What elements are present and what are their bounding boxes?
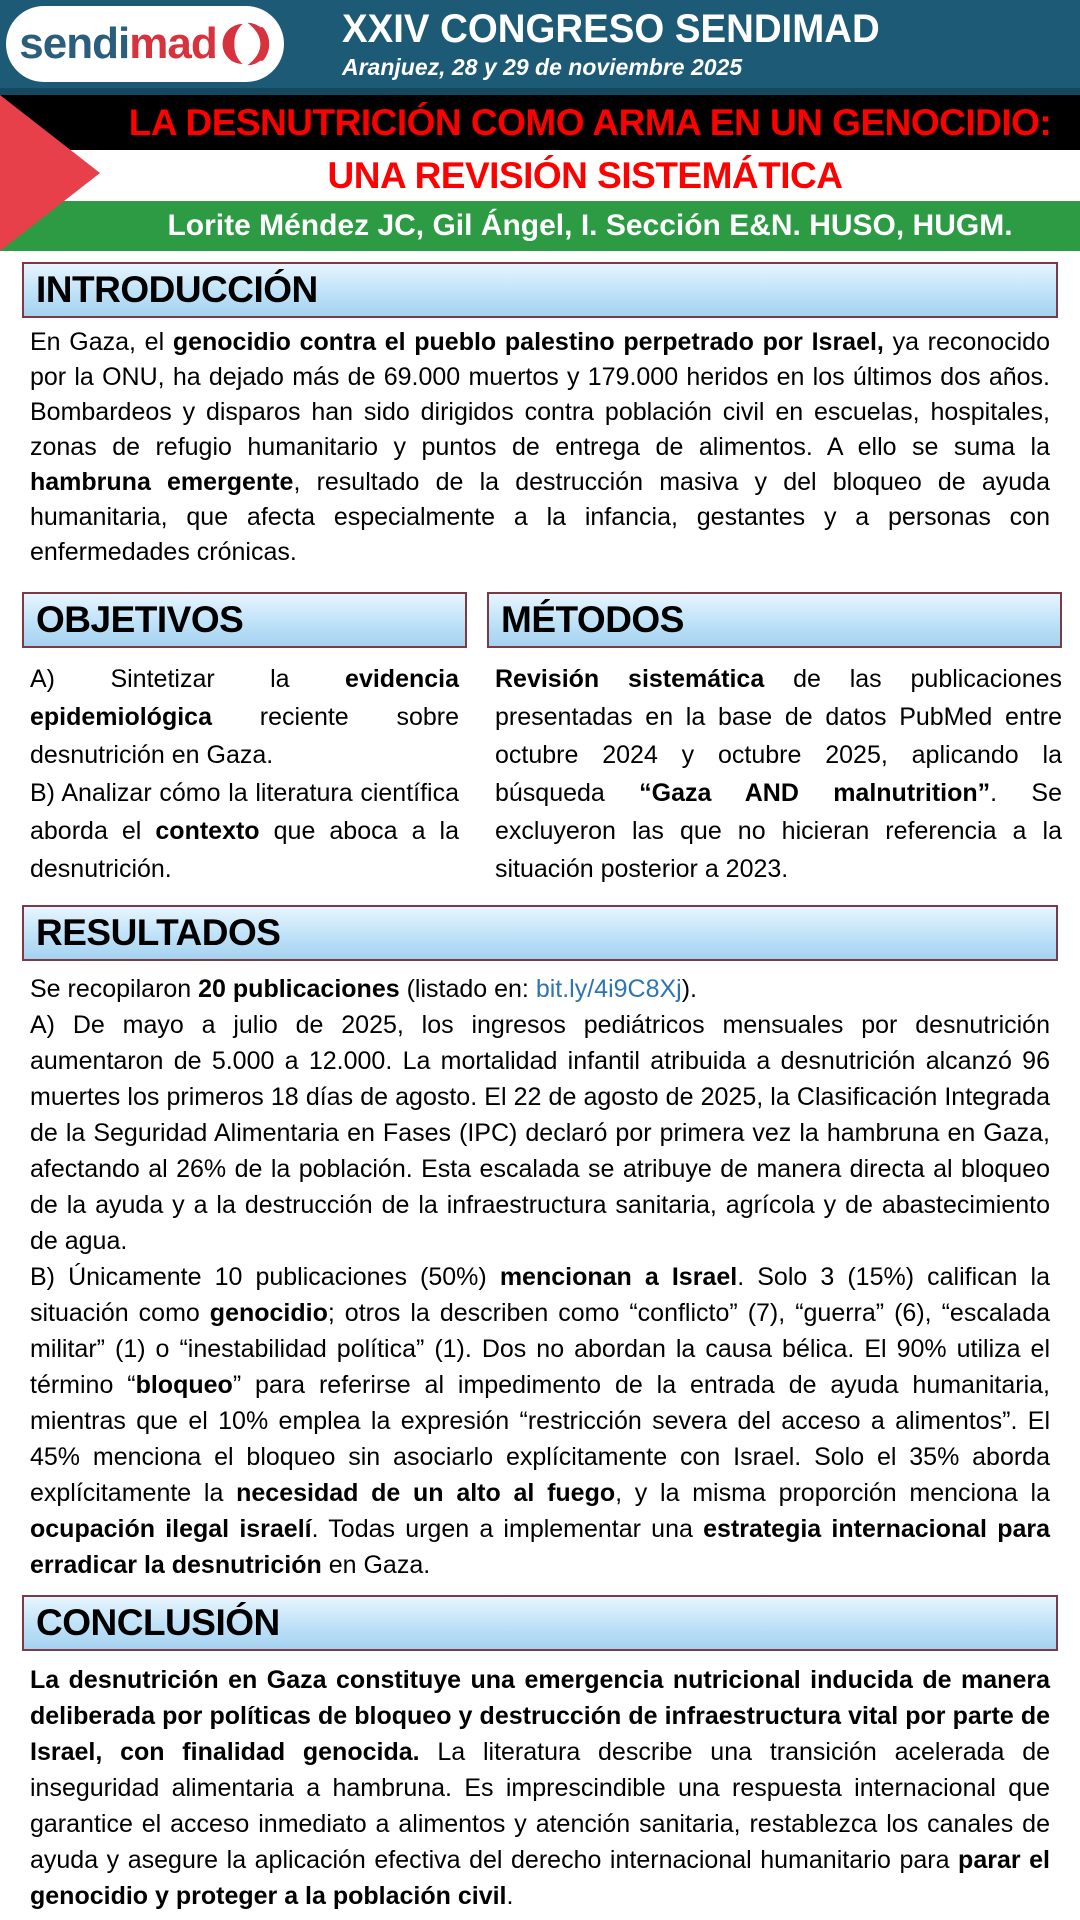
bold-text: “Gaza AND malnutrition” <box>639 779 991 807</box>
results-bitly-link[interactable]: bit.ly/4i9C8Xj <box>535 975 682 1003</box>
bold-text: mencionan a Israel <box>499 1263 738 1291</box>
objetivos-metodos-columns <box>0 592 1080 888</box>
text: , resultado de la destrucción masiva y del bloqueo de ayuda humanitaria, que afecta especialmente a la infancia, gestantes y a personas con enfermedades crónicas. <box>30 468 1050 566</box>
bold-text: 20 publicaciones <box>198 975 400 1003</box>
resultados-paragraph-b <box>30 1259 1050 1583</box>
text: ; otros la describen como “conflicto” (7), “guerra” (6), “escalada militar” (1) o “inestabilidad política” (1). Dos no abordan la causa bélica. El 90% utiliza el término “ <box>30 1299 1050 1399</box>
text: La literatura describe una transición acelerada de inseguridad alimentaria a hambruna. Es imprescindible una respuesta internacional que garantice el acceso inmediato a alimentos y atención sanitaria, restablezca los canales de ayuda y asegure la aplicación efectiva del derecho internacional humanitario para <box>30 1738 1050 1874</box>
section-title-resultados: RESULTADOS <box>36 912 281 953</box>
section-title-conclusion: CONCLUSIÓN <box>36 1602 280 1643</box>
section-header-conclusion <box>22 1595 1058 1651</box>
flag-white-band <box>0 150 1080 201</box>
introduccion-paragraph <box>30 325 1050 570</box>
poster-title-line1: LA DESNUTRICIÓN COMO ARMA EN UN GENOCIDIO: <box>128 101 1052 143</box>
bold-text: Revisión sistemática <box>495 665 765 693</box>
text: que aboca a la desnutrición. <box>30 817 459 883</box>
section-title-introduccion: INTRODUCCIÓN <box>36 269 318 310</box>
objetivos-paragraph-b <box>30 774 459 888</box>
text: . Se excluyeron las que no hicieran referencia a la situación posterior a 2023. <box>495 779 1062 883</box>
bold-text: hambruna emergente <box>30 468 294 496</box>
section-header-objetivos <box>22 592 467 648</box>
objetivos-column <box>0 592 467 888</box>
bold-text: parar el genocidio y proteger a la población civil <box>30 1846 1050 1910</box>
text: (listado en: <box>399 975 536 1003</box>
palestine-flag-banner <box>0 95 1080 251</box>
flag-black-band <box>0 95 1080 150</box>
resultados-paragraph-a <box>30 1007 1050 1259</box>
bold-text: estrategia internacional para erradicar la desnutrición <box>30 1515 1050 1579</box>
text: reciente sobre desnutrición en Gaza. <box>30 703 459 769</box>
bold-text: ocupación ilegal israelí <box>30 1515 312 1543</box>
text: . Todas urgen a implementar una <box>311 1515 704 1543</box>
bold-text: contexto <box>155 817 260 845</box>
flag-green-band <box>0 201 1080 251</box>
poster-title-line2: UNA REVISIÓN SISTEMÁTICA <box>327 154 843 196</box>
text: . <box>506 1882 514 1910</box>
resultados-intro-line <box>30 971 1050 1007</box>
text: En Gaza, el <box>30 328 173 356</box>
bold-text: necesidad de un alto al fuego <box>236 1479 616 1507</box>
sendimad-logo <box>6 6 284 82</box>
logo-text-sendi: sendi <box>19 19 130 68</box>
text: en Gaza. <box>321 1551 431 1579</box>
section-header-introduccion <box>22 262 1058 318</box>
text: de las publicaciones presentadas en la base de datos PubMed entre octubre 2024 y octubre 2025, aplicando la búsqueda <box>495 665 1062 807</box>
text: B) Analizar cómo la literatura científica aborda el <box>30 779 459 845</box>
congress-subtitle: Aranjuez, 28 y 29 de noviembre 2025 <box>342 54 743 81</box>
text: A) Sintetizar la <box>30 665 346 693</box>
text: ). <box>681 975 697 1003</box>
congress-title: XXIV CONGRESO SENDIMAD <box>342 7 880 52</box>
text: B) Únicamente 10 publicaciones (50%) <box>30 1263 500 1291</box>
conclusion-paragraph <box>30 1662 1050 1914</box>
sendimad-logo-text <box>19 19 216 69</box>
bold-text: evidencia epidemiológica <box>30 665 459 731</box>
text: ” para referirse al impedimento de la entrada de ayuda humanitaria, mientras que el 10% emplea la expresión “restricción severa del acceso a alimentos”. El 45% menciona el bloqueo sin asociarlo explícitamente con Israel. Solo el 35% aborda explícitamente la <box>30 1371 1050 1507</box>
section-title-metodos: MÉTODOS <box>501 599 684 640</box>
section-header-metodos <box>487 592 1062 648</box>
bold-text: genocidio <box>209 1299 328 1327</box>
bold-text: La desnutrición en Gaza constituye una emergencia nutricional inducida de manera deliberada por políticas de bloqueo y destrucción de infraestructura vital por parte de Israel, con finalidad genocida. <box>30 1666 1050 1766</box>
section-header-resultados <box>22 905 1058 961</box>
metodos-column <box>487 592 1080 888</box>
congress-header <box>0 0 1080 95</box>
bold-text: genocidio contra el pueblo palestino perpetrado por Israel, <box>172 328 884 356</box>
objetivos-paragraph-a <box>30 660 459 774</box>
logo-text-mad: mad <box>129 19 217 68</box>
metodos-paragraph <box>495 660 1062 888</box>
header-titles <box>342 7 902 80</box>
section-title-objetivos: OBJETIVOS <box>36 599 244 640</box>
text: . Solo 3 (15%) califican la situación como <box>30 1263 1050 1327</box>
text: Se recopilaron <box>30 975 199 1003</box>
poster-authors: Lorite Méndez JC, Gil Ángel, I. Sección E&N. HUSO, HUGM. <box>167 209 1013 242</box>
sendimad-flame-icon <box>219 18 271 70</box>
text: A) De mayo a julio de 2025, los ingresos pediátricos mensuales por desnutrición aumentaron de 5.000 a 12.000. La mortalidad infantil atribuida a desnutrición alcanzó 96 muertes los primeros 18 días de agosto. El 22 de agosto de 2025, la Clasificación Integrada de la Seguridad Alimentaria en Fases (IPC) declaró por primera vez la hambruna en Gaza, afectando al 26% de la población. Esta escalada se atribuye de manera directa al bloqueo de la ayuda y a la destrucción de la infraestructura sanitaria, agrícola y de abastecimiento de agua. <box>30 1011 1050 1255</box>
text: , y la misma proporción menciona la <box>615 1479 1051 1507</box>
bold-text: bloqueo <box>135 1371 233 1399</box>
text: ya reconocido por la ONU, ha dejado más de 69.000 muertos y 179.000 heridos en los últimos dos años. Bombardeos y disparos han sido dirigidos contra población civil en escuelas, hospitales, zonas de refugio humanitario y puntos de entrega de alimentos. A ello se suma la <box>30 328 1050 461</box>
